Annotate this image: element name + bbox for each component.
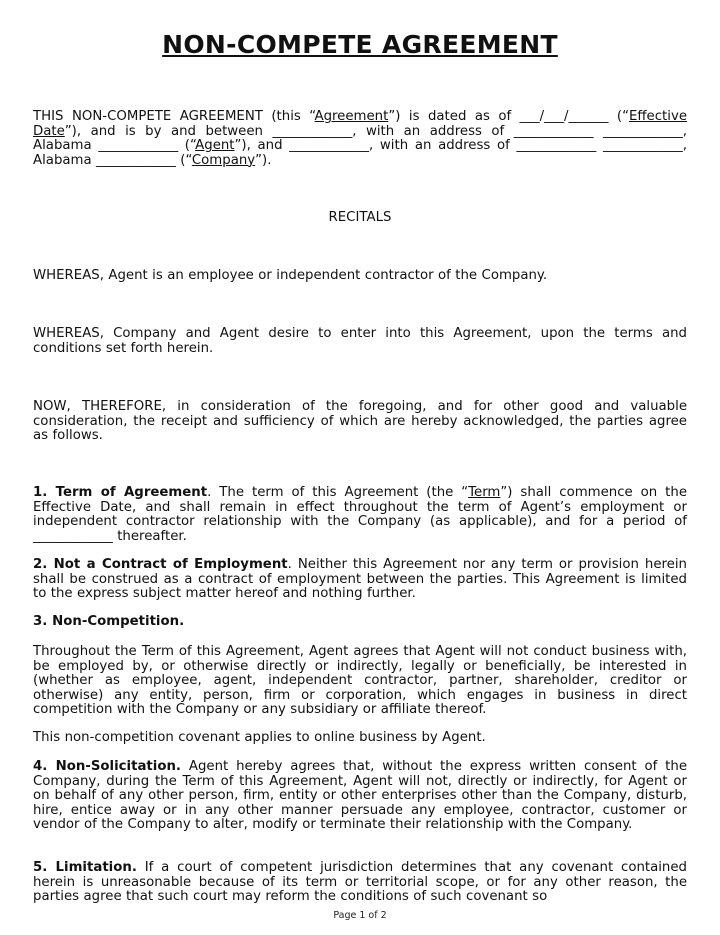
intro-text-2: ”) is dated as of ___/___/______ (“ — [388, 109, 629, 124]
non-competition-paragraph: Throughout the Term of this Agreement, Agent agrees that Agent will not conduct business with, be employed by, or otherwise directly or indirectly, legally or beneficially, be interested in (whether as employee, agent, independent contractor, partner, shareholder, creditor or otherwise) any entity, person, firm or corporation, which engages in business in direct competition with the Company or any subsidiary or affiliate thereof. — [33, 644, 687, 718]
recitals-heading: RECITALS — [328, 210, 392, 225]
whereas-paragraph-1: WHEREAS, Agent is an employee or independent contractor of the Company. — [33, 268, 548, 283]
page-number: Page 1 of 2 — [333, 910, 387, 921]
section-1-text-b: ”) shall commence on the Effective Date, and shall remain in effect throughout the term of Agent’s employment or independent contractor relationship with the Company (as applicable), and for a period of ____________ thereafter. — [33, 485, 687, 544]
intro-paragraph — [33, 110, 687, 168]
defined-term-agreement: Agreement — [314, 109, 389, 124]
section-4-text: Agent hereby agrees that, without the express written consent of the Company, during the Term of this Agreement, Agent will not, directly or indirectly, for Agent or on behalf of any other person, firm, entity or other enterprises other than the Company, disturb, hire, entice away or in any other manner persuade any employee, contractor, customer or vendor of the Company to alter, modify or terminate their relationship with the Company. — [33, 759, 687, 833]
section-limitation — [33, 861, 687, 905]
intro-text-4: ”), and ____________, with an address of ____________ ____________, Alabama ____________ (“ — [33, 138, 687, 168]
defined-term-effective-date: Effective Date — [33, 109, 687, 139]
online-business-paragraph: This non-competition covenant applies to online business by Agent. — [33, 730, 486, 745]
section-non-solicitation — [33, 760, 687, 833]
whereas-paragraph-2: WHEREAS, Company and Agent desire to enter into this Agreement, upon the terms and conditions set forth herein. — [33, 326, 687, 356]
section-5-heading: 5. Limitation. — [33, 860, 137, 875]
document-title: NON-COMPETE AGREEMENT — [162, 30, 558, 59]
section-1-text-a: . The term of this Agreement (the “ — [207, 485, 469, 500]
section-4-heading: 4. Non-Solicitation. — [33, 759, 181, 774]
section-3-heading: 3. Non-Competition. — [33, 614, 185, 629]
intro-text-1: THIS NON-COMPETE AGREEMENT (this “ — [33, 109, 315, 124]
section-not-a-contract — [33, 558, 687, 602]
section-2-heading: 2. Not a Contract of Employment — [33, 557, 288, 572]
intro-text-3: ”), and is by and between ____________, with an address of ____________ ____________, Alabama ____________ (“ — [33, 123, 687, 154]
defined-term-company: Company — [191, 152, 256, 168]
now-therefore-paragraph: NOW, THEREFORE, in consideration of the foregoing, and for other good and valuable consideration, the receipt and sufficiency of which are hereby acknowledged, the parties agree as follows. — [33, 399, 687, 444]
section-1-heading: 1. Term of Agreement — [33, 485, 208, 500]
intro-text-5: ”). — [255, 152, 272, 168]
section-2-text: . Neither this Agreement nor any term or provision herein shall be construed as a contract of employment between the parties. This Agreement is limited to the express subject matter hereof and nothing further. — [33, 557, 687, 602]
section-term-of-agreement — [33, 486, 687, 544]
section-5-text: If a court of competent jurisdiction determines that any covenant contained herein is unreasonable because of its term or territorial scope, or for any other reason, the parties agree that such court may reform the conditions of such covenant so — [33, 860, 687, 905]
defined-term-agent: Agent — [195, 138, 235, 154]
defined-term-term: Term — [468, 485, 501, 500]
